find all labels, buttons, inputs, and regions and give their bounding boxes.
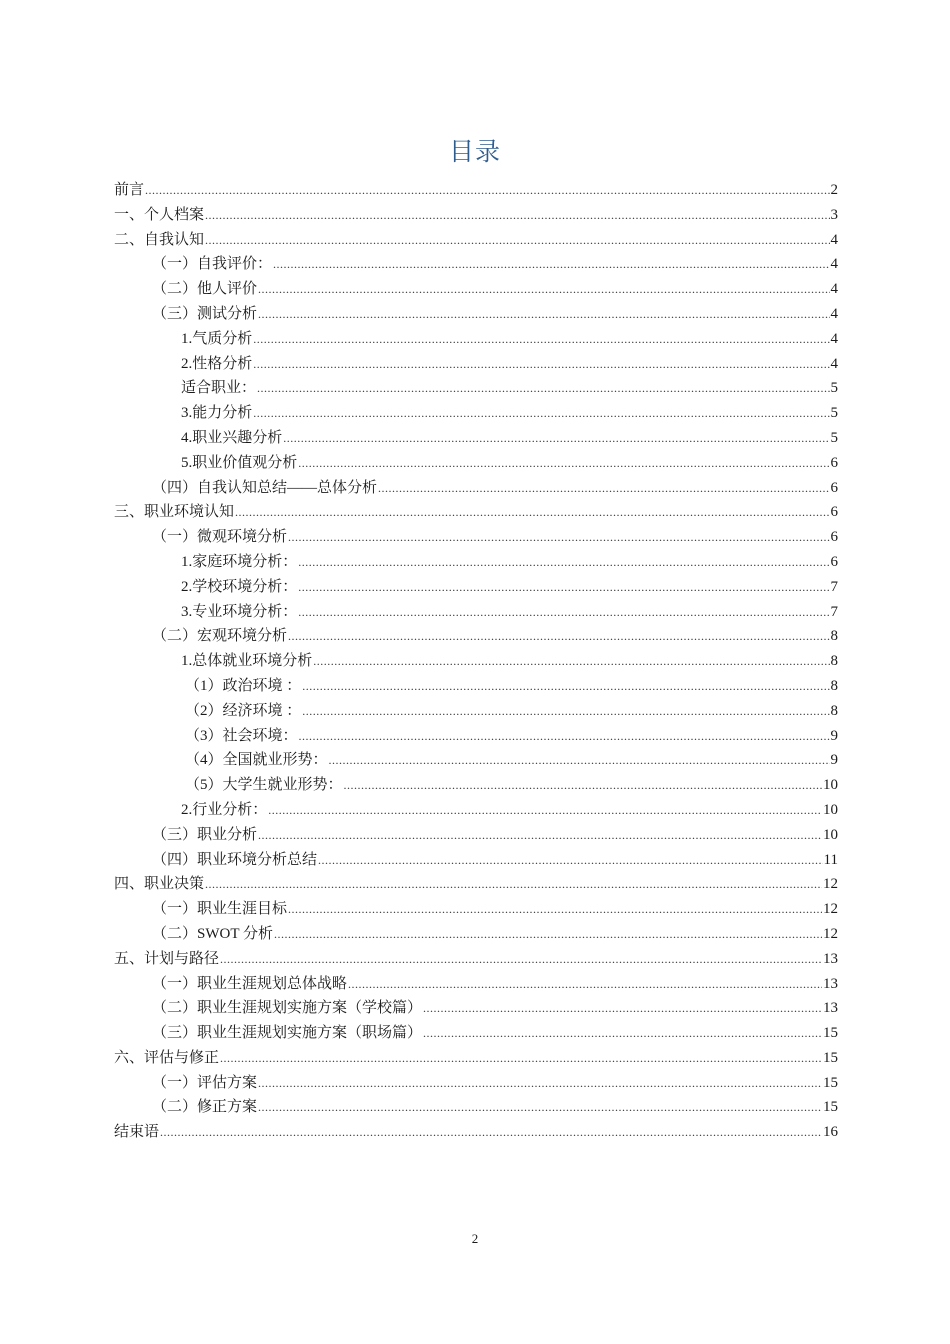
toc-entry-label: （5）大学生就业形势： [185, 777, 343, 794]
toc-entry-label: 2.学校环境分析： [181, 578, 298, 595]
toc-entry-label: 一、个人档案 [114, 206, 205, 223]
toc-entry[interactable] [114, 476, 838, 501]
toc-entry[interactable] [114, 178, 838, 203]
toc-entry[interactable] [114, 600, 838, 625]
toc-entry-page: 6 [830, 553, 838, 570]
toc-entry[interactable] [114, 798, 838, 823]
toc-entry[interactable] [114, 426, 838, 451]
page-number: 2 [471, 1231, 479, 1246]
toc-entry-label: 五、计划与路径 [114, 950, 220, 967]
toc-entry-page: 10 [823, 826, 838, 843]
toc-dot-leader [318, 848, 823, 873]
toc-entry-page: 6 [830, 454, 838, 471]
toc-entry-label: 4.职业兴趣分析 [181, 429, 283, 446]
toc-dot-leader [423, 996, 822, 1021]
toc-entry[interactable] [114, 1021, 838, 1046]
toc-dot-leader [273, 252, 829, 277]
toc-entry[interactable] [114, 277, 838, 302]
toc-dot-leader [257, 376, 829, 401]
toc-entry-label: （一）微观环境分析 [152, 529, 288, 546]
toc-entry-page: 6 [830, 504, 838, 521]
toc-entry-label: 六、评估与修正 [114, 1049, 220, 1066]
toc-entry-page: 10 [823, 801, 838, 818]
toc-dot-leader [220, 1046, 822, 1071]
toc-entry-label: （一）评估方案 [152, 1074, 258, 1091]
toc-entry-label: （二）修正方案 [152, 1099, 258, 1116]
toc-entry-page: 13 [823, 1000, 838, 1017]
toc-dot-leader [253, 327, 829, 352]
toc-dot-leader [288, 525, 829, 550]
toc-entry-label: 3.能力分析 [181, 405, 253, 422]
toc-dot-leader [423, 1021, 822, 1046]
toc-entry-page: 7 [830, 578, 838, 595]
toc-entry-page: 11 [823, 851, 838, 868]
toc-entry-label: （三）测试分析 [152, 305, 258, 322]
toc-entry-page: 10 [823, 777, 838, 794]
toc-entry-page: 4 [830, 330, 838, 347]
toc-entry-label: （三）职业生涯规划实施方案（职场篇） [152, 1025, 423, 1042]
toc-entry-label: 1.总体就业环境分析 [181, 653, 313, 670]
toc-entry-page: 8 [830, 702, 838, 719]
toc-entry[interactable] [114, 897, 838, 922]
toc-dot-leader [145, 178, 829, 203]
toc-entry-label: 3.专业环境分析： [181, 603, 298, 620]
toc-entry[interactable] [114, 624, 838, 649]
toc-dot-leader [288, 897, 822, 922]
toc-entry-label: （四）自我认知总结——总体分析 [152, 479, 378, 496]
toc-entry-page: 6 [830, 479, 838, 496]
toc-entry[interactable] [114, 748, 838, 773]
toc-dot-leader [313, 649, 829, 674]
toc-entry-page: 4 [830, 305, 838, 322]
toc-entry-page: 4 [830, 256, 838, 273]
toc-entry-label: （二）SWOT 分析 [152, 925, 273, 942]
toc-entry-label: 二、自我认知 [114, 231, 205, 248]
toc-entry-label: （二）职业生涯规划实施方案（学校篇） [152, 1000, 423, 1017]
toc-entry-label: 2.性格分析 [181, 355, 253, 372]
toc-entry-label: 四、职业决策 [114, 876, 205, 893]
toc-dot-leader [298, 575, 829, 600]
toc-entry-page: 12 [823, 876, 838, 893]
table-of-contents [114, 178, 838, 1145]
toc-entry-label: 1.气质分析 [181, 330, 253, 347]
toc-dot-leader [283, 426, 829, 451]
toc-entry-label: （4）全国就业形势： [185, 752, 328, 769]
toc-entry-page: 5 [830, 405, 838, 422]
toc-entry-label: 5.职业价值观分析 [181, 454, 298, 471]
toc-entry[interactable] [114, 922, 838, 947]
toc-entry[interactable] [114, 649, 838, 674]
toc-entry-label: 适合职业： [181, 380, 257, 397]
toc-dot-leader [205, 228, 829, 253]
toc-entry-label: （3）社会环境： [185, 727, 298, 744]
toc-entry[interactable] [114, 228, 838, 253]
toc-entry[interactable] [114, 823, 838, 848]
toc-entry[interactable] [114, 972, 838, 997]
toc-entry-page: 4 [830, 281, 838, 298]
toc-dot-leader [268, 798, 822, 823]
toc-entry-page: 7 [830, 603, 838, 620]
toc-entry-label: （二）宏观环境分析 [152, 628, 288, 645]
toc-entry[interactable] [114, 376, 838, 401]
toc-entry-page: 6 [830, 529, 838, 546]
toc-entry-label: （三）职业分析 [152, 826, 258, 843]
toc-entry[interactable] [114, 203, 838, 228]
toc-entry-label: （一）职业生涯目标 [152, 901, 288, 918]
toc-entry-page: 13 [823, 950, 838, 967]
toc-entry[interactable] [114, 1120, 838, 1145]
toc-entry-page: 15 [823, 1099, 838, 1116]
toc-dot-leader [220, 947, 822, 972]
toc-entry-label: （1）政治环境 ： [185, 677, 302, 694]
toc-entry-page: 4 [830, 231, 838, 248]
toc-entry-label: （一）职业生涯规划总体战略 [152, 975, 348, 992]
toc-entry[interactable] [114, 724, 838, 749]
toc-entry-label: （四）职业环境分析总结 [152, 851, 318, 868]
toc-entry-label: （一）自我评价： [152, 256, 273, 273]
toc-dot-leader [344, 773, 822, 798]
toc-entry-page: 8 [830, 653, 838, 670]
toc-entry[interactable] [114, 848, 838, 873]
toc-entry-page: 12 [823, 901, 838, 918]
toc-entry-label: （二）他人评价 [152, 281, 258, 298]
toc-entry[interactable] [114, 575, 838, 600]
toc-entry[interactable] [114, 1095, 838, 1120]
toc-entry-page: 9 [830, 752, 838, 769]
toc-entry[interactable] [114, 773, 838, 798]
toc-dot-leader [253, 352, 829, 377]
toc-dot-leader [258, 302, 829, 327]
toc-dot-leader [302, 699, 829, 724]
toc-entry-label: 1.家庭环境分析： [181, 553, 298, 570]
toc-entry[interactable] [114, 872, 838, 897]
toc-dot-leader [205, 203, 829, 228]
toc-entry-page: 8 [830, 628, 838, 645]
toc-dot-leader [299, 724, 830, 749]
toc-dot-leader [298, 600, 829, 625]
toc-entry[interactable] [114, 947, 838, 972]
toc-title: 目录 [448, 137, 501, 166]
toc-entry-label: 结束语 [114, 1124, 160, 1141]
toc-dot-leader [298, 550, 829, 575]
toc-entry[interactable] [114, 401, 838, 426]
toc-entry-label: 2.行业分析： [181, 801, 268, 818]
toc-entry[interactable] [114, 352, 838, 377]
toc-entry-page: 5 [830, 429, 838, 446]
toc-dot-leader [258, 1071, 822, 1096]
toc-entry-page: 8 [830, 677, 838, 694]
toc-entry-page: 13 [823, 975, 838, 992]
toc-dot-leader [258, 1095, 822, 1120]
toc-dot-leader [235, 500, 829, 525]
toc-entry-page: 3 [830, 206, 838, 223]
toc-entry[interactable] [114, 302, 838, 327]
toc-entry[interactable] [114, 525, 838, 550]
toc-entry[interactable] [114, 1046, 838, 1071]
toc-entry[interactable] [114, 674, 838, 699]
toc-entry-page: 15 [823, 1074, 838, 1091]
toc-entry-page: 15 [823, 1025, 838, 1042]
toc-entry[interactable] [114, 699, 838, 724]
toc-dot-leader [253, 401, 829, 426]
toc-dot-leader [274, 922, 822, 947]
toc-dot-leader [298, 451, 829, 476]
toc-dot-leader [258, 823, 822, 848]
toc-entry[interactable] [114, 550, 838, 575]
toc-dot-leader [302, 674, 829, 699]
toc-entry[interactable] [114, 500, 838, 525]
toc-entry-page: 4 [830, 355, 838, 372]
toc-dot-leader [205, 872, 822, 897]
toc-entry[interactable] [114, 327, 838, 352]
toc-entry-page: 15 [823, 1049, 838, 1066]
toc-entry-label: 前言 [114, 182, 145, 198]
toc-dot-leader [378, 476, 829, 501]
toc-dot-leader [160, 1120, 822, 1145]
toc-dot-leader [258, 277, 829, 302]
toc-entry-page: 16 [823, 1124, 838, 1141]
toc-entry-page: 5 [830, 380, 838, 397]
toc-dot-leader [288, 624, 829, 649]
toc-entry[interactable] [114, 451, 838, 476]
toc-entry-page: 2 [830, 182, 838, 198]
toc-entry[interactable] [114, 1071, 838, 1096]
toc-entry-label: 三、职业环境认知 [114, 504, 235, 521]
toc-entry[interactable] [114, 996, 838, 1021]
toc-entry-page: 9 [830, 727, 838, 744]
toc-dot-leader [348, 972, 822, 997]
toc-entry-page: 12 [823, 925, 838, 942]
toc-dot-leader [329, 748, 830, 773]
toc-entry[interactable] [114, 252, 838, 277]
toc-entry-label: （2）经济环境 ： [185, 702, 302, 719]
